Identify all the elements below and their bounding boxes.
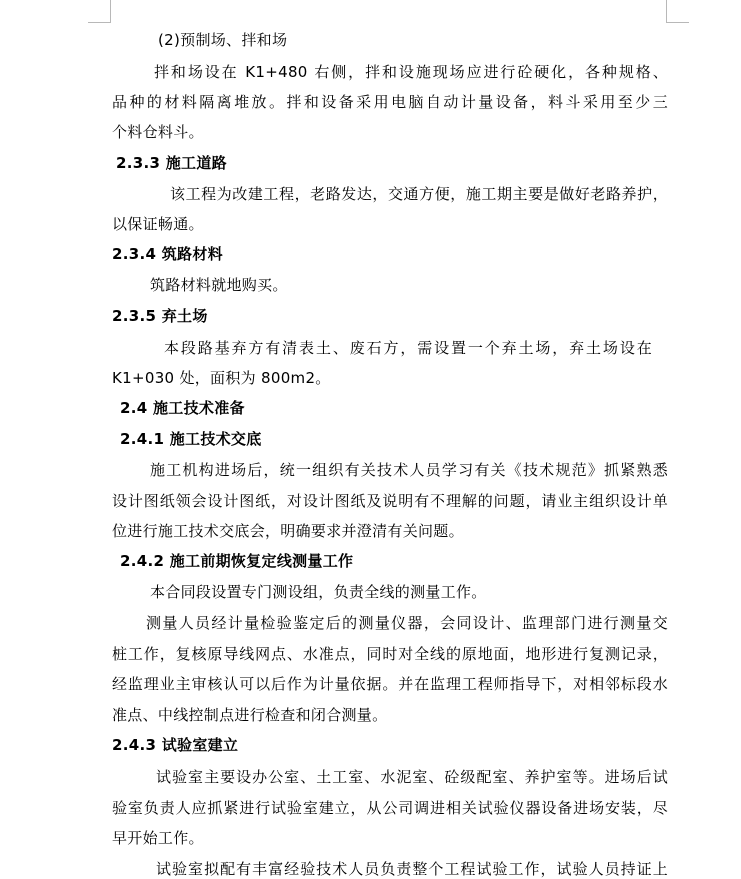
paragraph-line: 本合同段设置专门测设组，负责全线的测量工作。 <box>150 583 487 601</box>
paragraph-line: 试验室主要设办公室、土工室、水泥室、砼级配室、养护室等。进场后试 <box>156 768 668 786</box>
paragraph-line: 验室负责人应抓紧进行试验室建立，从公司调进相关试验仪器设备进场安装，尽 <box>112 799 668 817</box>
section-heading-2-4-3: 2.4.3 试验室建立 <box>112 736 239 754</box>
paragraph-line: 个料仓料斗。 <box>112 123 204 141</box>
section-heading-2-3-3: 2.3.3 施工道路 <box>116 154 227 172</box>
paragraph-line: 筑路材料就地购买。 <box>150 276 288 294</box>
paragraph-line: 本段路基弃方有清表土、废石方，需设置一个弃土场，弃土场设在 <box>164 339 652 357</box>
paragraph-line: 位进行施工技术交底会，明确要求并澄清有关问题。 <box>112 522 464 540</box>
section-heading-2-3-5: 2.3.5 弃土场 <box>112 307 208 325</box>
section-heading-2-4: 2.4 施工技术准备 <box>120 399 245 417</box>
paragraph-line: 桩工作，复核原导线网点、水准点，同时对全线的原地面，地形进行复测记录， <box>112 645 668 663</box>
paragraph-line: 该工程为改建工程，老路发达，交通方便，施工期主要是做好老路养护， <box>170 185 668 203</box>
paragraph-line: K1+030 处，面积为 800m2。 <box>112 369 331 387</box>
paragraph-line: 设计图纸领会设计图纸，对设计图纸及说明有不理解的问题，请业主组织设计单 <box>112 492 668 510</box>
paragraph-line: 准点、中线控制点进行检查和闭合测量。 <box>112 706 388 724</box>
page-corner-marker-top-right <box>666 0 689 23</box>
paragraph-line: 以保证畅通。 <box>112 215 204 233</box>
sub-heading-precast: (2)预制场、拌和场 <box>158 31 288 49</box>
paragraph-line: 早开始工作。 <box>112 829 204 847</box>
paragraph-line: 品种的材料隔离堆放。拌和设备采用电脑自动计量设备，料斗采用至少三 <box>112 93 668 111</box>
section-heading-2-3-4: 2.3.4 筑路材料 <box>112 245 223 263</box>
section-heading-2-4-1: 2.4.1 施工技术交底 <box>120 430 262 448</box>
paragraph-line: 拌和场设在 K1+480 右侧，拌和设施现场应进行砼硬化，各种规格、 <box>154 63 668 81</box>
paragraph-line: 施工机构进场后，统一组织有关技术人员学习有关《技术规范》抓紧熟悉 <box>150 461 668 479</box>
paragraph-line: 测量人员经计量检验鉴定后的测量仪器，会同设计、监理部门进行测量交 <box>146 614 668 632</box>
paragraph-line: 试验室拟配有丰富经验技术人员负责整个工程试验工作，试验人员持证上 <box>156 860 668 878</box>
paragraph-line: 经监理业主审核认可以后作为计量依据。并在监理工程师指导下，对相邻标段水 <box>112 675 668 693</box>
page-corner-marker-top-left <box>88 0 111 23</box>
section-heading-2-4-2: 2.4.2 施工前期恢复定线测量工作 <box>120 552 354 570</box>
